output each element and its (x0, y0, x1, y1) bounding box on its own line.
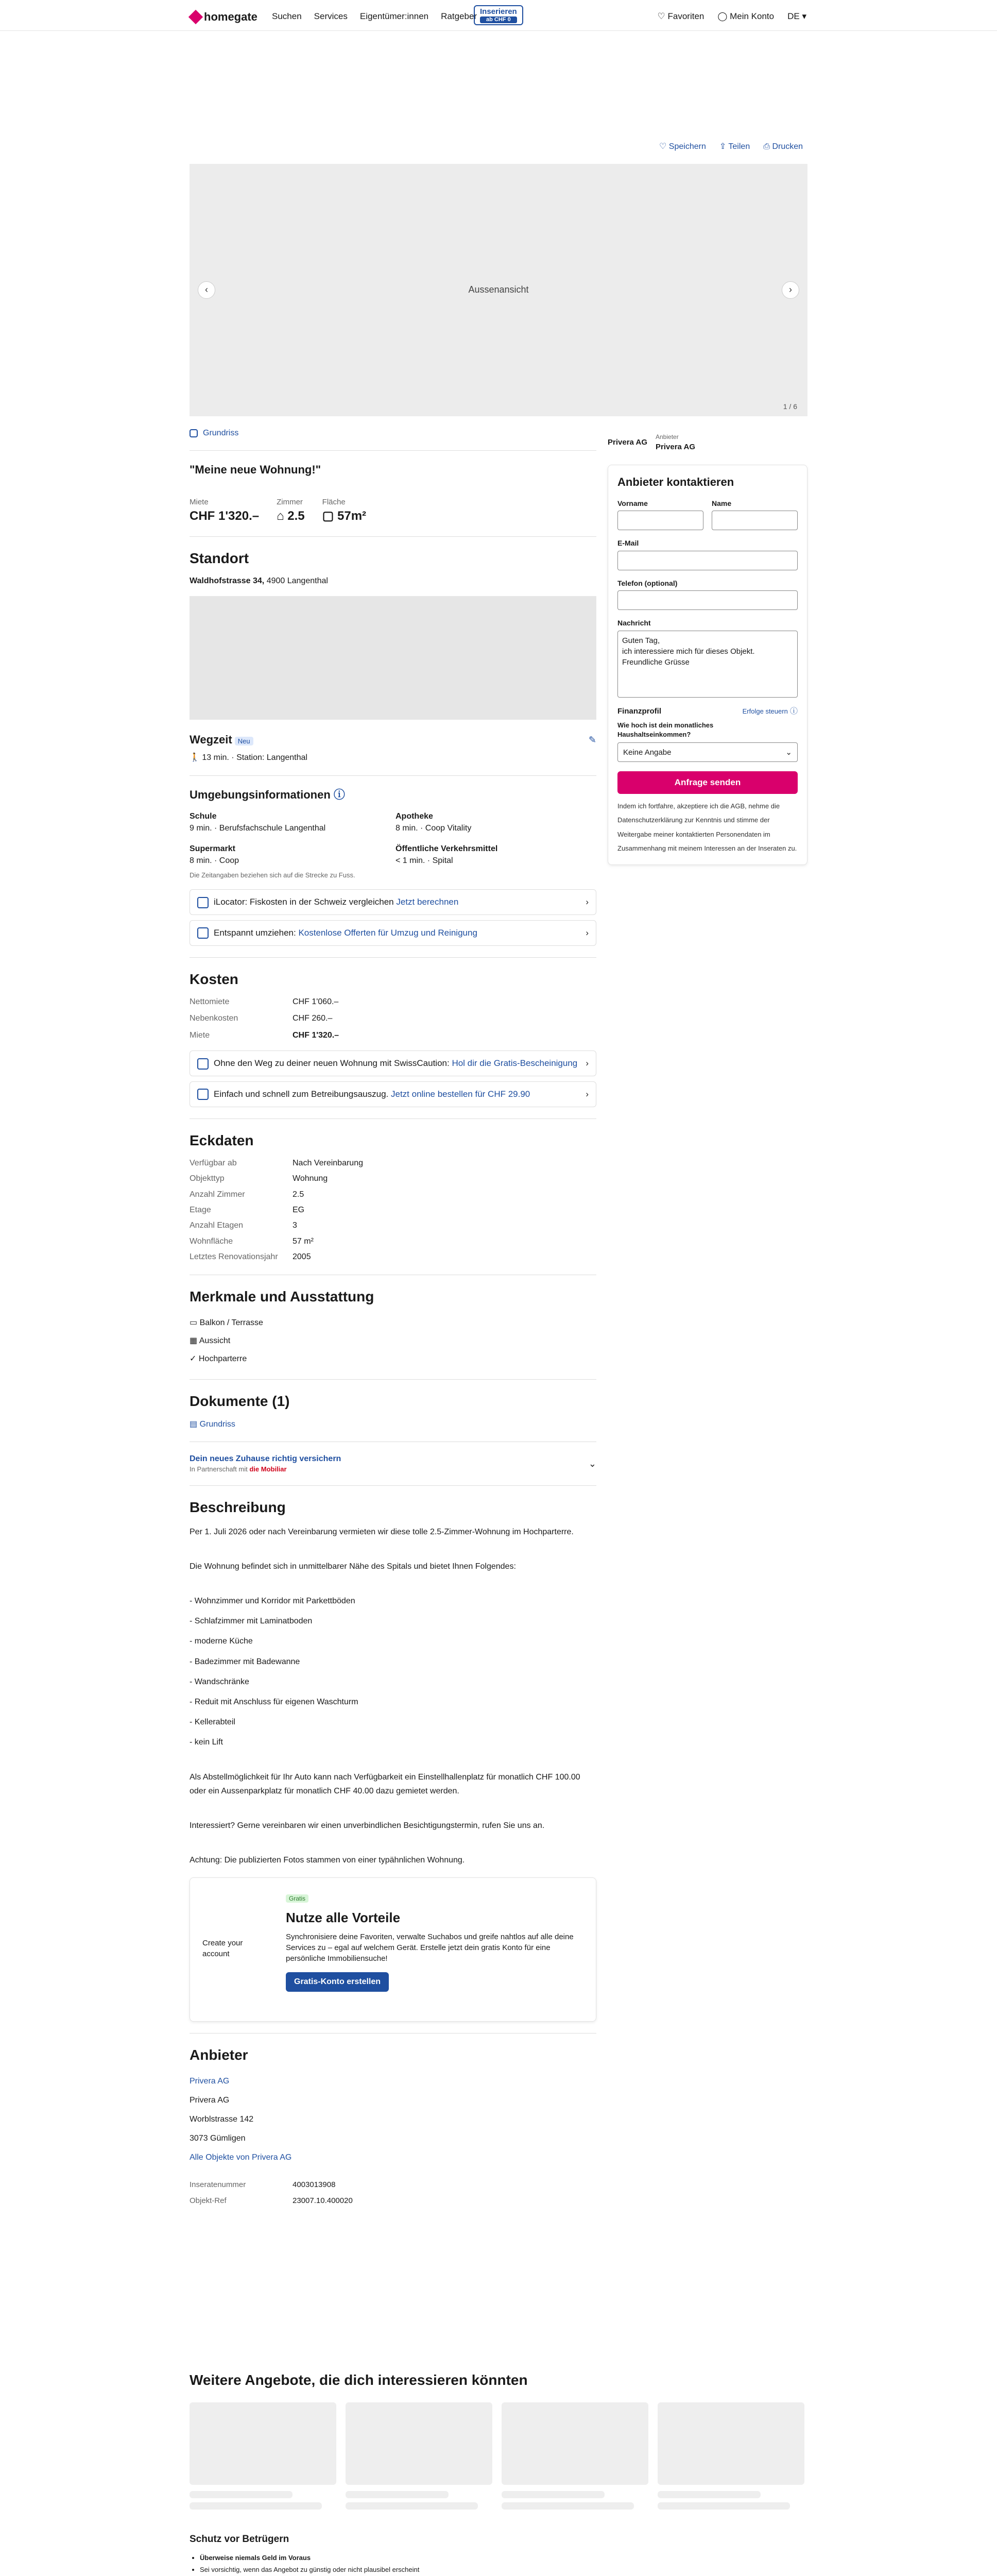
finance-link[interactable]: Erfolge steuern (742, 707, 788, 715)
homegate-logo[interactable]: homegate (191, 9, 257, 25)
debt-record-link[interactable]: Einfach und schnell zum Betreibungsauszug. Jetzt online bestellen für CHF 29.90 › (190, 1081, 596, 1107)
commute-title: Wegzeit (190, 733, 232, 747)
truck-icon (197, 927, 209, 939)
area-icon: ▢ (322, 509, 337, 523)
email-input[interactable] (617, 551, 798, 570)
document-floorplan-link[interactable]: ▤ Grundriss (190, 1419, 235, 1429)
fraud-protection: Schutz vor Betrügern • Überweise niemals Geld im Voraus • Sei vorsichtig, wenn das Angebot zu günstig oder nicht plausibel erscheint • (190, 2533, 596, 2576)
description-text: Per 1. Juli 2026 oder nach Vereinbarung vermieten wir diese tolle 2.5-Zimmer-Wohnung im Hochparterre. Die Wohnung befindet sich in unmittelbarer Nähe des Spitals und bietet Ihnen Folgendes: - Wohnzimmer und Korridor mit Parkettböden - Schlafzimmer mit Laminatboden - moderne Küche - Badezimmer mit Badewanne - Wandschränke - Reduit mit Anschluss für eigenen Waschturm - Kellerabteil - kein Lift Als Abstellmöglichkeit für Ihr Auto kann nach Verfügbarkeit ein Einstellhallenplatz für monatlich CHF 100.00 oder ein Aussenparkplatz für monatlich CHF 40.00 dazu gemietet werden. Interessiert? Gerne vereinbaren wir einen unverbindlichen Besichtigungstermin, rufen Sie uns an. Achtung: Die publizierten Fotos stammen von einer typähnlichen Wohnung. (190, 1527, 580, 1865)
mobiliar-insurance[interactable]: Dein neues Zuhause richtig versichern In Partnerschaft mit die Mobiliar ⌄ (190, 1454, 596, 1473)
area-value: 57m² (337, 509, 367, 523)
listing-title: "Meine neue Wohnung!" (190, 463, 321, 477)
surroundings-grid: Schule 9 min. · Berufsfachschule Langenthal Apotheke 8 min. · Coop Vitality Supermarkt 8 min. · Coop Öffentliche Verkehrsmittel < 1 min. · Spital (190, 812, 498, 865)
provider-name-link[interactable]: Privera AG (190, 2077, 230, 2086)
features-title: Merkmale und Ausstattung (190, 1288, 374, 1304)
promo-title: Nutze alle Vorteile (286, 1910, 401, 1926)
print-button[interactable]: ⎙ Drucken (763, 142, 803, 151)
walk-icon: 🚶 (190, 753, 202, 762)
document-icon (190, 429, 198, 437)
create-account-button[interactable]: Gratis-Konto erstellen (286, 1972, 389, 1992)
view-icon: ▦ (190, 1336, 199, 1345)
chevron-right-icon: › (586, 927, 589, 938)
nav-search[interactable]: Suchen (272, 11, 302, 21)
ilocator-link[interactable]: iLocator: Fiskosten in der Schweiz vergleichen Jetzt berechnen › (190, 889, 596, 915)
balcony-icon: ▭ (190, 1318, 200, 1327)
insert-button[interactable]: Inserieren ab CHF 0 (474, 5, 523, 25)
gallery-image-label: Aussenansicht (468, 284, 529, 295)
document-icon (197, 1089, 209, 1100)
listing-actions (659, 141, 803, 152)
documents-title: Dokumente (1) (190, 1393, 290, 1410)
moving-offers-link[interactable]: Entspannt umziehen: Kostenlose Offerten für Umzug und Reinigung › (190, 920, 596, 946)
document-icon: ▤ (190, 1419, 200, 1429)
favorites-link[interactable]: ♡ Favoriten (657, 11, 704, 21)
chevron-down-icon: ⌄ (588, 1458, 596, 1469)
rooms-label: Zimmer (277, 498, 303, 507)
message-textarea[interactable]: Guten Tag, ich interessiere mich für dieses Objekt. Freundliche Grüsse (617, 631, 798, 698)
income-select[interactable]: Keine Angabe ⌄ (617, 742, 798, 762)
edit-icon[interactable]: ✎ (588, 735, 596, 745)
address: Waldhofstrasse 34, 4900 Langenthal (190, 576, 328, 585)
all-listings-link[interactable]: Alle Objekte von Privera AG (190, 2153, 292, 2162)
contact-title: Anbieter kontaktieren (617, 475, 734, 488)
provider-title: Anbieter (190, 2047, 248, 2063)
info-icon[interactable]: ⓘ (333, 788, 345, 801)
features-list: ▭ Balkon / Terrasse ▦ Aussicht ✓ Hochparterre (190, 1318, 263, 1364)
contact-sidebar (608, 428, 807, 865)
mobiliar-logo: die Mobiliar (249, 1465, 287, 1473)
surroundings-note: Die Zeitangaben beziehen sich auf die Strecke zu Fuss. (190, 871, 355, 879)
rooms-value: 2.5 (287, 509, 305, 523)
share-button[interactable]: ⇪ Teilen (719, 142, 750, 151)
chevron-right-icon: › (586, 897, 589, 907)
description-title: Beschreibung (190, 1499, 286, 1516)
insert-badge: ab CHF 0 (480, 16, 517, 23)
nav-guide[interactable]: Ratgeber (441, 11, 477, 21)
promo-left-label: Create your account (202, 1939, 243, 1959)
location-title: Standort (190, 550, 249, 566)
offer-card[interactable] (658, 2402, 804, 2510)
more-offers-title: Weitere Angebote, die dich interessieren könnten (190, 2372, 528, 2388)
chevron-right-icon: › (586, 1058, 589, 1069)
nav-services[interactable]: Services (314, 11, 348, 21)
gallery-counter: 1 / 6 (783, 402, 797, 411)
info-icon[interactable]: ⓘ (789, 706, 798, 716)
language-select[interactable]: DE ▾ (787, 11, 806, 21)
account-link[interactable]: ◯ Mein Konto (717, 11, 775, 21)
area-label: Fläche (322, 498, 346, 507)
phone-input[interactable] (617, 590, 798, 610)
surroundings-title: Umgebungsinformationen ⓘ (190, 788, 345, 801)
rooms-icon: ⌂ (277, 509, 288, 523)
commute-info: 🚶 13 min. · Station: Langenthal (190, 753, 307, 762)
more-offers (190, 2370, 807, 2510)
main-nav (272, 10, 477, 23)
certificate-icon (197, 1058, 209, 1070)
rent-label: Miete (190, 498, 209, 507)
provider-logo: Privera AG (608, 438, 647, 447)
rent-value: CHF 1'320.– (190, 509, 260, 523)
floorplan-link[interactable]: Grundriss (190, 428, 596, 439)
swisscaution-link[interactable]: Ohne den Weg zu deiner neuen Wohnung mit SwissCaution: Hol dir die Gratis-Bescheinigung › (190, 1050, 596, 1076)
details-title: Eckdaten (190, 1132, 254, 1148)
main-content: Grundriss "Meine neue Wohnung!" Miete CHF 1'320.– Zimmer ⌂ 2.5 Fläche ▢ 57m² Standort Waldhofstrasse 34, 4900 Langenthal Wegzeit Neu ✎ 🚶 13 min. · Station: Langenthal Umgebungsinformationen ⓘ Schule 9 min. · Berufsfachschule Langenthal Apotheke 8 min. · Coop Vitality Supermarkt 8 min. · Coop Öffentliche Verkehrsmittel < 1 min. · Spital Die Zeitangaben beziehen sich auf die Strecke zu Fuss. iLocator: Fiskosten in der Schweiz vergleichen Jetzt berechnen › Entspannt umziehen: Kostenlose Offerten für Umzug und Reinigung › Kosten Nettomiete CHF 1'060.– Nebenkosten CHF 260.– Miete CHF 1'320.– Ohne den Weg zu deiner neuen Wohnung mit SwissCaution: Hol dir die Gratis-Bescheinigung › Einfach und schnell zum Betreibungsauszug. Jetzt online bestellen für CHF 29.90 › Eckdaten Verfügbar ab Nach Vereinbarung Objekttyp Wohnung Anzahl Zimmer 2.5 Etage EG Anzahl Etagen 3 Wohnfläche 57 m² Letztes Renovationsjahr 2005 Merkmale und Ausstattung ▭ Balkon / Terrasse ▦ Aussicht ✓ Hochparterre Dokumente (1) ▤ Grundriss Dein neues Zuhause richtig versichern In Partnerschaft mit die Mobiliar ⌄ Beschreibung Per 1. Juli 2026 oder nach Vereinbarung vermieten wir diese tolle 2.5-Zimmer-Wohnung im Hochparterre. Die Wohnung befindet sich in unmittelbarer Nähe des Spitals und bietet Ihnen Folgendes: - Wohnzimmer und Korridor mit Parkettböden - Schlafzimmer mit Laminatboden - moderne Küche - Badezimmer mit Badewanne - Wandschränke - Reduit mit Anschluss für eigenen Waschturm - Kellerabteil - kein Lift Als Abstellmöglichkeit für Ihr Auto kann nach Verfügbarkeit ein Einstellhallenplatz für monatlich CHF 100.00 oder ein Aussenparkplatz für monatlich CHF 40.00 dazu gemietet werden. Interessiert? Gerne vereinbaren wir einen unverbindlichen Besichtigungstermin, rufen Sie uns an. Achtung: Die publizierten Fotos stammen von einer typähnlichen Wohnung. Create your account Gratis Nutze alle Vorteile Synchronisiere deine Favoriten, verwalte Suchabos und greife nahtlos auf alle deine Services zu – egal auf welchem Gerät. Erstelle jetzt dein gratis Konto für eine persönliche Immobiliensuche! Gratis-Konto erstellen Anbieter Privera AG Privera AG Worblstrasse 142 3073 Gümligen Alle Objekte von Privera AG Inseratenummer 4003013908 Objekt-Ref 23007.10.400020 (190, 429, 596, 2206)
heart-icon: ♡ (657, 11, 668, 21)
offer-card[interactable] (502, 2402, 648, 2510)
save-button[interactable]: ♡ Speichern (659, 142, 706, 151)
finance-title: Finanzprofil (617, 706, 661, 716)
promo-badge: Gratis (286, 1894, 308, 1903)
costs-title: Kosten (190, 971, 238, 987)
promo-text: Synchronisiere deine Favoriten, verwalte Suchabos und greife nahtlos auf alle deine Services zu – egal auf welchem Gerät. Erstelle jetzt dein gratis Konto für eine persönliche Immobiliensuche! (286, 1932, 574, 1963)
gallery-prev-icon[interactable]: ‹ (198, 281, 215, 299)
offer-card[interactable] (190, 2402, 336, 2510)
image-gallery[interactable] (190, 164, 807, 416)
chevron-down-icon: ⌄ (785, 748, 792, 757)
user-icon: ◯ (717, 11, 730, 21)
logo-mark-icon (188, 10, 203, 24)
legal-note: Indem ich fortfahre, akzeptiere ich die AGB, nehme die Datenschutzerklärung zur Kenntnis und stimme der Weitergabe meiner kontaktierten Personendaten im Zusammenhang mit meinem Interessen an der Inseraten zu. (617, 802, 797, 853)
calculator-icon (197, 897, 209, 908)
submit-inquiry-button[interactable]: Anfrage senden (617, 771, 798, 794)
income-question: Wie hoch ist dein monatliches Haushaltseinkommen? (617, 721, 714, 739)
map[interactable] (190, 596, 596, 720)
check-icon: ✓ (190, 1354, 199, 1364)
offer-card[interactable] (346, 2402, 492, 2510)
nav-owners[interactable]: Eigentümer:innen (359, 11, 429, 21)
chevron-right-icon: › (586, 1089, 589, 1099)
new-badge: Neu (235, 737, 253, 745)
last-name-input[interactable] (712, 511, 798, 530)
provider-summary: Privera AG Anbieter Privera AG (608, 433, 695, 451)
contact-form: Anbieter kontaktieren Vorname Name E-Mail Telefon (optional) Nachricht Guten Tag, ich interessiere mich für dieses Objekt. Freundliche Grüsse Finanzprofil Erfolge steuern ⓘ Wie hoch ist dein monatliches Haushaltseinkommen? Keine Angabe ⌄ Anfrage senden Indem ich fortfahre, akzeptiere ich die AGB, nehme die Datenschutzerklärung zur Kenntnis und stimme der Weitergabe meiner kontaktierten Personendaten im Zusammenhang mit meinem Interessen an der Inseraten zu. (608, 465, 807, 866)
account-promo (190, 1877, 596, 2022)
top-navigation (0, 0, 997, 31)
gallery-next-icon[interactable]: › (782, 281, 799, 299)
first-name-input[interactable] (617, 511, 703, 530)
